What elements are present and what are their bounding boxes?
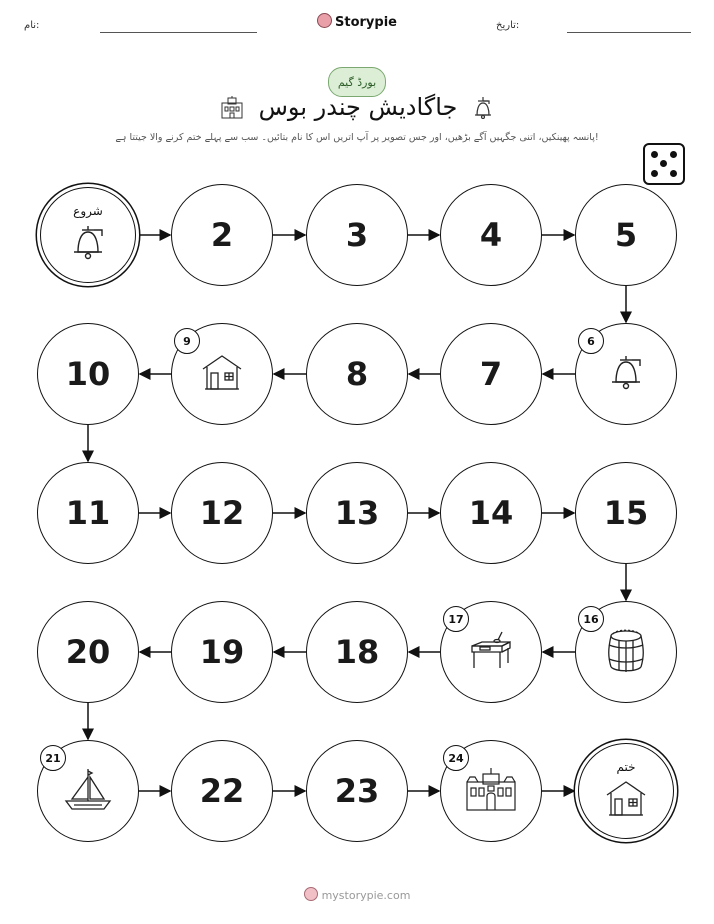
board-space-17 [440, 601, 542, 703]
board-space-23 [306, 740, 408, 842]
end-label: ختم [616, 760, 636, 774]
board-space-24 [440, 740, 542, 842]
board-space-20 [37, 601, 139, 703]
space-number-badge: 6 [578, 328, 604, 354]
space-number: 11 [65, 494, 111, 532]
space-number: 20 [65, 633, 111, 671]
desk-icon [468, 630, 514, 674]
space-number-badge: 21 [40, 745, 66, 771]
space-number: 4 [479, 216, 503, 254]
house-icon [603, 779, 649, 821]
space-number: 19 [199, 633, 245, 671]
board-space-19 [171, 601, 273, 703]
page-title: جاگادیش چندر بوس [258, 93, 458, 121]
board-space-16 [575, 601, 677, 703]
space-number: 15 [603, 494, 649, 532]
board-space-22 [171, 740, 273, 842]
space-number: 3 [345, 216, 369, 254]
space-number: 22 [199, 772, 245, 810]
bell-icon [606, 352, 646, 396]
building-icon [463, 766, 519, 816]
board-space-18 [306, 601, 408, 703]
board-space-7 [440, 323, 542, 425]
brand-name: Storypie [335, 15, 397, 30]
board-space-14 [440, 462, 542, 564]
space-number: 14 [468, 494, 514, 532]
space-number: 5 [614, 216, 638, 254]
footer [0, 887, 714, 902]
space-number-badge: 17 [443, 606, 469, 632]
board-space-8 [306, 323, 408, 425]
space-number-badge: 16 [578, 606, 604, 632]
space-number: 8 [345, 355, 369, 393]
board-space-12 [171, 462, 273, 564]
date-label: تاریخ: [496, 20, 520, 31]
barrel-icon [604, 627, 648, 677]
board-space-25 [578, 743, 674, 839]
board-space-2 [171, 184, 273, 286]
board-space-21 [37, 740, 139, 842]
board-space-5 [575, 184, 677, 286]
storypie-logo-icon [304, 887, 318, 901]
instructions: پانسہ پھینکیں، اتنی جگہیں آگے بڑھیں، اور جس تصویر پر آپ اتریں اس کا نام بتائیں۔ سب سے پہلے ختم کرنے والا جیتتا ہے! [115, 132, 599, 143]
space-number: 13 [334, 494, 380, 532]
space-number: 23 [334, 772, 380, 810]
space-number: 18 [334, 633, 380, 671]
board-game-tag: بورڈ گیم [328, 67, 386, 97]
bell-icon [68, 222, 108, 266]
space-number: 10 [65, 355, 111, 393]
board-space-10 [37, 323, 139, 425]
house-icon [199, 353, 245, 395]
board-space-1 [40, 187, 136, 283]
board-space-6 [575, 323, 677, 425]
space-number-badge: 24 [443, 745, 469, 771]
space-number: 12 [199, 494, 245, 532]
board-space-15 [575, 462, 677, 564]
board-space-3 [306, 184, 408, 286]
board-space-4 [440, 184, 542, 286]
name-label: نام: [24, 20, 40, 31]
start-label: شروع [73, 204, 103, 218]
board-space-13 [306, 462, 408, 564]
space-number-badge: 9 [174, 328, 200, 354]
footer-url: mystorypie.com [321, 889, 411, 902]
space-number: 2 [210, 216, 234, 254]
board-space-11 [37, 462, 139, 564]
sailboat-icon [62, 767, 114, 815]
board-space-9 [171, 323, 273, 425]
space-number: 7 [479, 355, 503, 393]
